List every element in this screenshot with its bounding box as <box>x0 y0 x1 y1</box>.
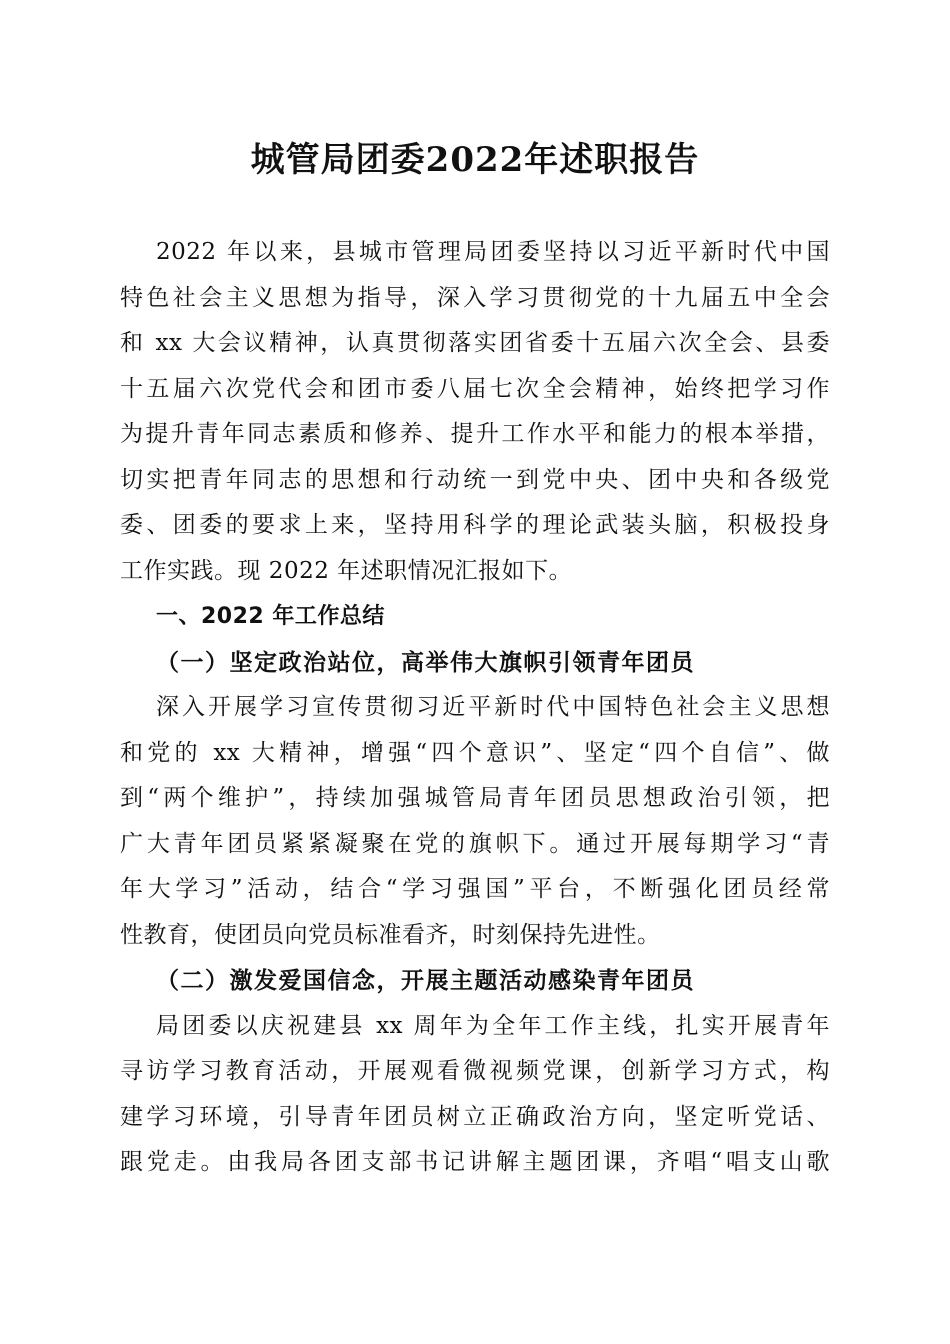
intro-paragraph <box>120 230 830 594</box>
subsection-heading: （一）坚定政治站位，高举伟大旗帜引领青年团员 <box>156 648 695 676</box>
paragraph-line: 年大学习”活动，结合“学习强国”平台，不断强化团员经常 <box>120 876 830 902</box>
subsection-paragraph <box>120 685 830 958</box>
paragraph-line: 为提升青年同志素质和修养、提升工作水平和能力的根本举措， <box>120 421 830 447</box>
paragraph-line: 和党的 xx 大精神，增强“四个意识”、坚定“四个自信”、做 <box>120 739 830 766</box>
paragraph-line: 十五届六次党代会和团市委八届七次全会精神，始终把学习作 <box>120 375 830 402</box>
document-body <box>120 230 830 1186</box>
paragraph-line: 广大青年团员紧紧凝聚在党的旗帜下。通过开展每期学习“青 <box>120 830 830 857</box>
document-title: 城管局团委2022年述职报告 <box>250 140 700 180</box>
paragraph-line: 委、团委的要求上来，坚持用科学的理论武装头脑，积极投身 <box>120 512 830 538</box>
section-heading: 一、2022 年工作总结 <box>156 604 385 629</box>
paragraph-line: 跟党走。由我局各团支部书记讲解主题团课，齐唱“唱支山歌 <box>120 1149 830 1175</box>
paragraph-line: 深入开展学习宣传贯彻习近平新时代中国特色社会主义思想 <box>156 694 830 720</box>
subsection-heading: （二）激发爱国信念，开展主题活动感染青年团员 <box>156 967 695 994</box>
paragraph-line: 性教育，使团员向党员标准看齐，时刻保持先进性。 <box>120 921 661 948</box>
paragraph-line: 工作实践。现 2022 年述职情况汇报如下。 <box>120 557 573 584</box>
paragraph-line: 寻访学习教育活动，开展观看微视频党课，创新学习方式，构 <box>120 1058 830 1084</box>
paragraph-line: 到“两个维护”，持续加强城管局青年团员思想政治引领，把 <box>120 785 830 811</box>
subsection-paragraph <box>120 1004 830 1186</box>
paragraph-line: 切实把青年同志的思想和行动统一到党中央、团中央和各级党 <box>120 466 830 493</box>
paragraph-line: 局团委以庆祝建县 xx 周年为全年工作主线，扎实开展青年 <box>156 1012 830 1039</box>
paragraph-line: 2022 年以来，县城市管理局团委坚持以习近平新时代中国 <box>156 239 830 265</box>
paragraph-line: 建学习环境，引导青年团员树立正确政治方向，坚定听党话、 <box>120 1103 830 1130</box>
paragraph-line: 特色社会主义思想为指导，深入学习贯彻党的十九届五中全会 <box>120 284 830 311</box>
paragraph-line: 和 xx 大会议精神，认真贯彻落实团省委十五届六次全会、县委 <box>120 330 830 356</box>
